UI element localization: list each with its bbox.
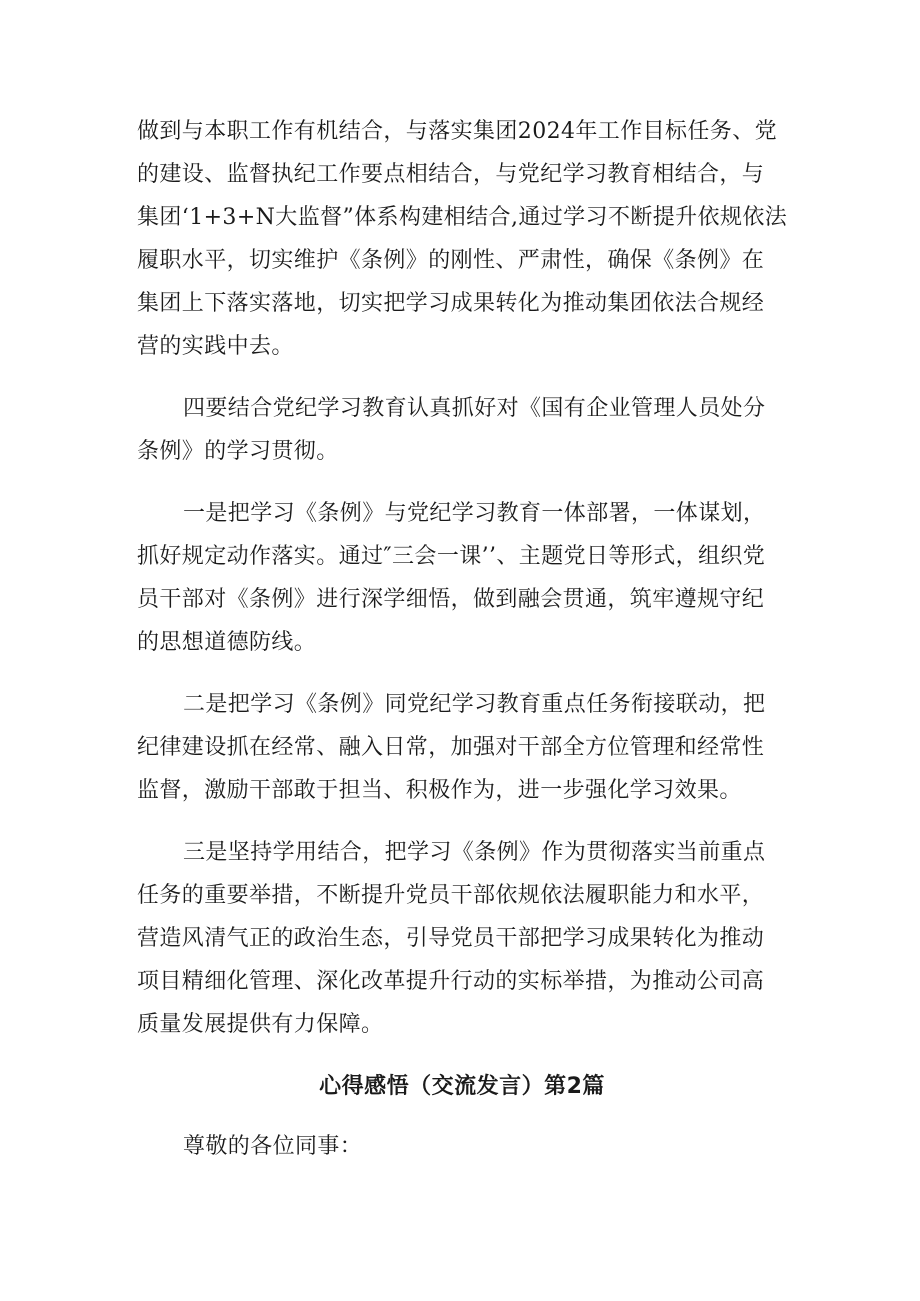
paragraph-line: 员干部对《条例》进行深学细悟，做到融会贯通，筑牢遵规守纪 (137, 587, 765, 612)
paragraph-2 (137, 387, 787, 473)
paragraph-5 (137, 831, 787, 1046)
paragraph-4 (137, 683, 787, 812)
paragraph-line: 质量发展提供有力保障。 (137, 1012, 384, 1037)
paragraph-line: 条例》的学习贯彻。 (137, 439, 339, 464)
paragraph-line: 营的实践中去。 (137, 334, 294, 359)
salutation (137, 1125, 787, 1168)
document-page (137, 110, 787, 1187)
paragraph-3 (137, 492, 787, 664)
paragraph-line: 集团‘1+3+N大监督”体系构建相结合,通过学习不断提升依规依法 (137, 205, 788, 230)
paragraph-line: 任务的重要举措，不断提升党员干部依规依法履职能力和水平， (137, 883, 765, 908)
paragraph-line: 三是坚持学用结合，把学习《条例》作为贯彻落实当前重点 (183, 840, 766, 865)
paragraph-line: 项目精细化管理、深化改革提升行动的实标举措，为推动公司高 (137, 969, 765, 994)
paragraph-1 (137, 110, 787, 368)
paragraph-line: 二是把学习《条例》同党纪学习教育重点任务衔接联动，把 (183, 692, 766, 717)
paragraph-line: 的思想道德防线。 (137, 630, 317, 655)
paragraph-line: 监督，激励干部敢于担当、积极作为，进一步强化学习效果。 (137, 778, 742, 803)
paragraph-line: 做到与本职工作有机结合，与落实集团2024年工作目标任务、党 (137, 119, 777, 144)
paragraph-line: 营造风清气正的政治生态，引导党员干部把学习成果转化为推动 (137, 926, 765, 951)
paragraph-line: 的建设、监督执纪工作要点相结合，与党纪学习教育相结合，与 (137, 162, 765, 187)
section-heading: 心得感悟（交流发言）第2篇 (319, 1074, 605, 1099)
salutation-text: 尊敬的各位同事： (183, 1134, 363, 1159)
paragraph-line: 集团上下落实落地，切实把学习成果转化为推动集团依法合规经 (137, 291, 765, 316)
paragraph-line: 纪律建设抓在经常、融入日常，加强对干部全方位管理和经常性 (137, 735, 765, 760)
paragraph-line: 一是把学习《条例》与党纪学习教育一体部署，一体谋划， (183, 501, 766, 526)
paragraph-line: 四要结合党纪学习教育认真抓好对《国有企业管理人员处分 (183, 396, 766, 421)
paragraph-line: 履职水平，切实维护《条例》的刚性、严肃性，确保《条例》在 (137, 248, 765, 273)
paragraph-line: 抓好规定动作落实。通过″三会一课’’、主题党日等形式，组织党 (137, 544, 766, 569)
